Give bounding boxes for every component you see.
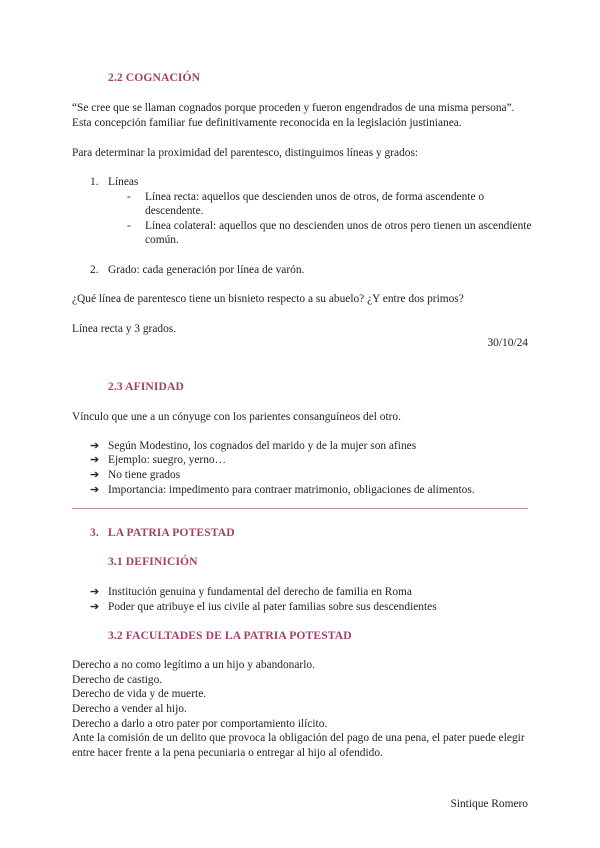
section-heading-afinidad: 2.3 AFINIDAD <box>108 380 184 393</box>
date-stamp: 30/10/24 <box>487 337 528 349</box>
list-marker: 2. <box>90 264 99 276</box>
cognacion-quote: “Se cree que se llaman cognados porque proceden y fueron engendrados de una misma persona”. <box>72 102 515 114</box>
footer-author: Sintique Romero <box>450 798 528 810</box>
arrow-bullet-icon: ➔ <box>90 601 100 613</box>
afinidad-bullet: Importancia: impedimento para contraer matrimonio, obligaciones de alimentos. <box>108 484 475 496</box>
list-item-grado: Grado: cada generación por línea de varón. <box>108 264 305 276</box>
afinidad-bullet: Según Modestino, los cognados del marido y de la mujer son afines <box>108 440 417 452</box>
sub-item-linea-recta-cont: descendente. <box>145 205 204 217</box>
section-heading-cognacion: 2.2 COGNACIÓN <box>108 71 201 84</box>
facultad-line: entre hacer frente a la pena pecuniaria o entregar al hijo al ofendido. <box>72 747 383 759</box>
sub-item-linea-recta: Línea recta: aquellos que descienden unos de otros, de forma ascendente o <box>145 191 485 203</box>
sub-list-dash: - <box>127 220 131 232</box>
horizontal-divider <box>72 508 528 509</box>
arrow-bullet-icon: ➔ <box>90 454 100 466</box>
cognacion-concept: Esta concepción familiar fue definitivamente reconocida en la legislación justinianea. <box>72 117 462 129</box>
cognacion-intro: Para determinar la proximidad del parentesco, distinguimos líneas y grados: <box>72 147 419 159</box>
list-item-lineas: Líneas <box>108 176 139 188</box>
section-heading-patria-potestad: 3. LA PATRIA POTESTAD <box>90 526 235 539</box>
facultad-line: Derecho a darlo a otro pater por comportamiento ilícito. <box>72 718 328 730</box>
facultad-line: Derecho a no como legítimo a un hijo y abandonarlo. <box>72 659 315 671</box>
definicion-bullet: Institución genuina y fundamental del derecho de familia en Roma <box>108 586 412 598</box>
arrow-bullet-icon: ➔ <box>90 484 100 496</box>
afinidad-bullet: No tiene grados <box>108 469 181 481</box>
definicion-bullet: Poder que atribuye el ius civile al pater familias sobre sus descendientes <box>108 601 437 613</box>
facultad-line: Derecho a vender al hijo. <box>72 703 187 715</box>
arrow-bullet-icon: ➔ <box>90 469 100 481</box>
cognacion-answer: Línea recta y 3 grados. <box>72 323 177 335</box>
arrow-bullet-icon: ➔ <box>90 440 100 452</box>
section-heading-definicion: 3.1 DEFINICIÓN <box>108 555 198 568</box>
section-heading-facultades: 3.2 FACULTADES DE LA PATRIA POTESTAD <box>108 629 352 642</box>
facultad-line: Derecho de vida y de muerte. <box>72 688 207 700</box>
sub-list-dash: - <box>127 191 131 203</box>
cognacion-question: ¿Qué línea de parentesco tiene un bisnieto respecto a su abuelo? ¿Y entre dos primos? <box>72 293 464 305</box>
list-marker: 1. <box>90 176 99 188</box>
facultad-line: Derecho de castigo. <box>72 674 163 686</box>
facultad-line: Ante la comisión de un delito que provoca la obligación del pago de una pena, el pater puede elegir <box>72 732 525 744</box>
afinidad-intro: Vínculo que une a un cónyuge con los parientes consanguíneos del otro. <box>72 411 401 423</box>
arrow-bullet-icon: ➔ <box>90 586 100 598</box>
afinidad-bullet: Ejemplo: suegro, yerno… <box>108 454 226 466</box>
sub-item-linea-colateral-cont: común. <box>145 234 179 246</box>
sub-item-linea-colateral: Línea colateral: aquellos que no descienden unos de otros pero tienen un ascendiente <box>145 220 532 232</box>
